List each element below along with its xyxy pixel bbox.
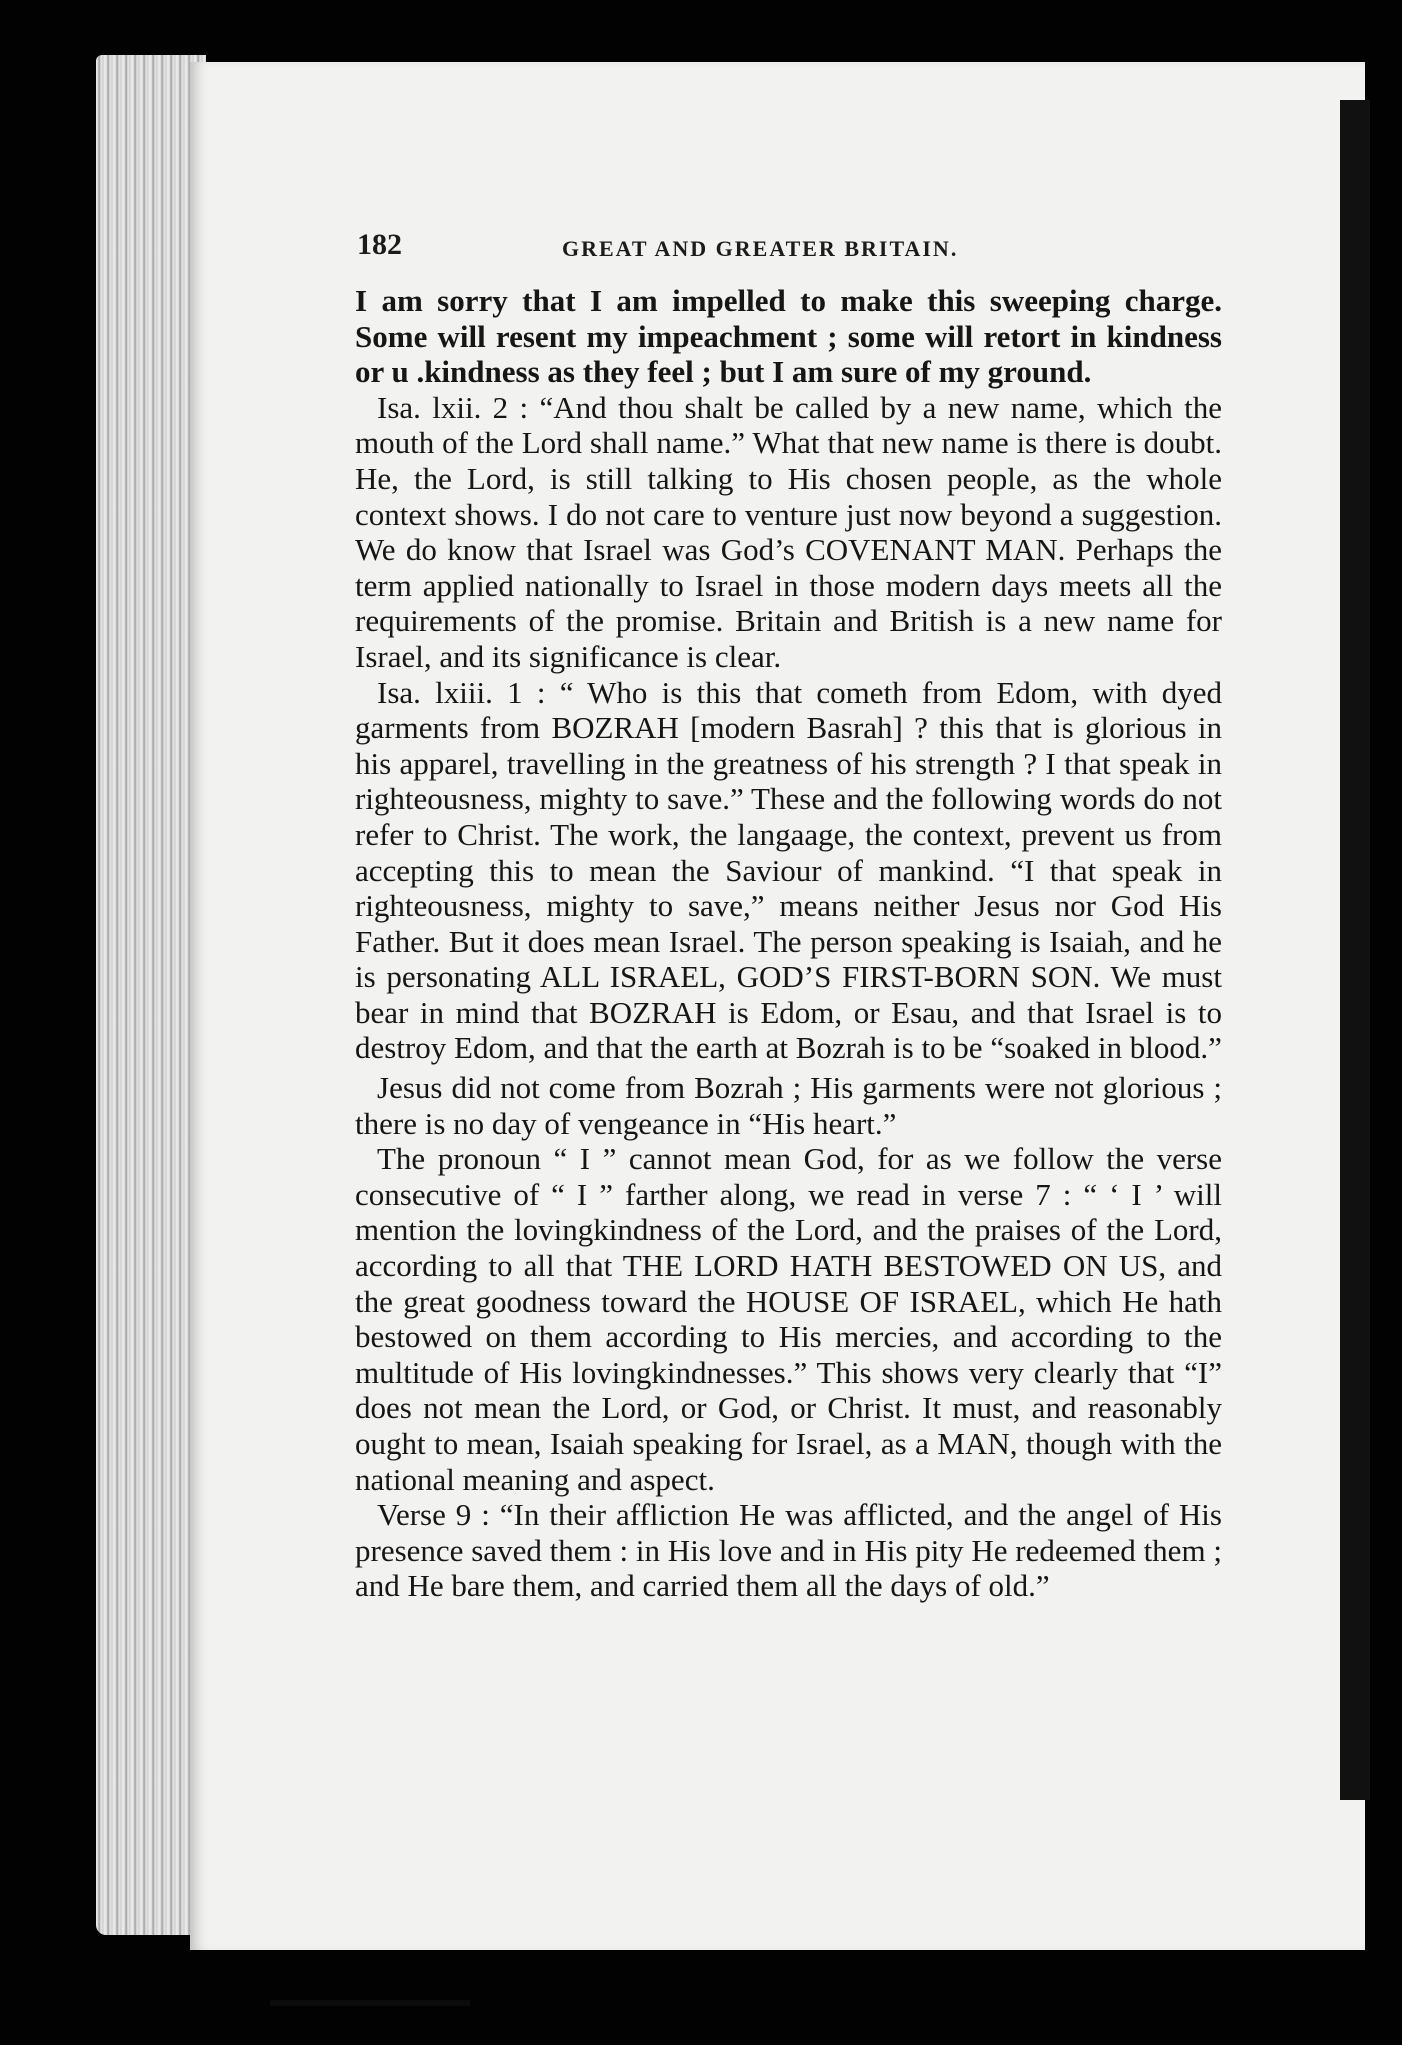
- paragraph: Isa. lxiii. 1 : “ Who is this that cometh from Edom, with dyed garments from BOZRAH [modern Basrah] ? this that is glorious in his apparel, travelling in the greatness of his strength ? I that speak in righteousness, mighty to save.” These and the following words do not refer to Christ. The work, the langaage, the context, prevent us from accepting this to mean the Saviour of mankind. “I that speak in righteousness, mighty to save,” means neither Jesus nor God His Father. But it does mean Israel. The person speaking is Isaiah, and he is personating ALL ISRAEL, GOD’S FIRST-BORN SON. We must bear in mind that BOZRAH is Edom, or Esau, and that Israel is to destroy Edom, and that the earth at Bozrah is to be “soaked in blood.”: [355, 674, 1222, 1066]
- paragraph: Verse 9 : “In their affliction He was afflicted, and the angel of His presence saved them : in His love and in His pity He redeemed them ; and He bare them, and carried them all the days of old.”: [355, 1497, 1222, 1604]
- page-number: 182: [357, 228, 402, 261]
- paragraph: Isa. lxii. 2 : “And thou shalt be called by a new name, which the mouth of the Lord shall name.” What that new name is there is doubt. He, the Lord, is still talking to His chosen people, as the whole context shows. I do not care to venture just now beyond a suggestion. We do know that Israel was God’s COVENANT MAN. Perhaps the term applied nationally to Israel in those modern days meets all the requirements of the promise. Britain and British is a new name for Israel, and its significance is clear.: [355, 389, 1222, 674]
- page-header: [357, 228, 1235, 268]
- scan-artifact: [270, 2000, 470, 2006]
- book-gutter-shadow: [1340, 100, 1370, 1800]
- paragraph: The pronoun “ I ” cannot mean God, for as we follow the verse consecutive of “ I ” farther along, we read in verse 7 : “ ‘ I ’ will mention the lovingkindness of the Lord, and the praises of the Lord, according to all that THE LORD HATH BESTOWED ON US, and the great goodness toward the HOUSE OF ISRAEL, which He hath bestowed on them according to His mercies, and according to the multitude of His lovingkindnesses.” This shows very clearly that “I” does not mean the Lord, or God, or Christ. It must, and reasonably ought to mean, Isaiah speaking for Israel, as a MAN, though with the national meaning and aspect.: [355, 1141, 1222, 1497]
- paragraph: I am sorry that I am impelled to make this sweeping charge. Some will resent my impeachment ; some will retort in kindness or u .kindness as they feel ; but I am sure of my ground.: [355, 283, 1222, 390]
- body-text: [355, 283, 1222, 1604]
- running-head: GREAT AND GREATER BRITAIN.: [562, 236, 959, 261]
- paragraph: Jesus did not come from Bozrah ; His garments were not glorious ; there is no day of vengeance in “His heart.”: [355, 1070, 1222, 1141]
